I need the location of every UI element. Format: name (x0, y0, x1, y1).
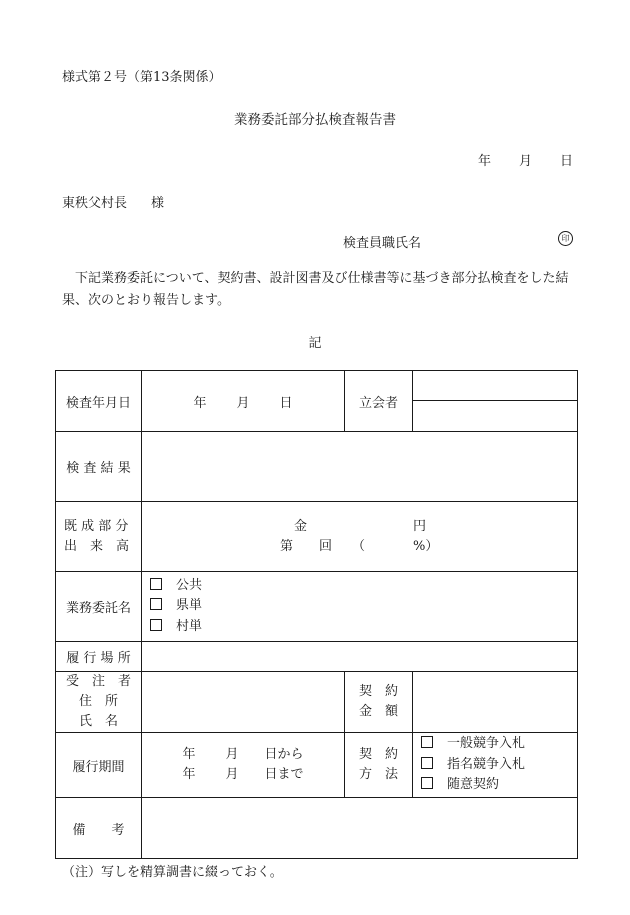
contractor-field[interactable] (142, 672, 345, 733)
contractor-label-1: 受 注 者 (65, 674, 131, 689)
inspection-result-field[interactable] (142, 432, 578, 502)
checkbox-icon[interactable] (150, 619, 162, 631)
checkbox-icon[interactable] (421, 736, 433, 748)
inspection-year-label: 年 (193, 395, 207, 411)
location-field[interactable] (142, 642, 578, 672)
period-to-year: 年 (182, 767, 196, 782)
period-from-month: 月 (225, 747, 239, 762)
witness-field-bottom[interactable] (413, 401, 577, 431)
date-year-label: 年 (478, 154, 492, 169)
amount-unit: 円 (413, 518, 427, 534)
business-type-public-label: 公共 (176, 577, 203, 593)
amount-line (142, 517, 577, 537)
completed-portion-field[interactable] (142, 502, 578, 572)
date-month-label: 月 (519, 154, 533, 169)
inspector-label: 検査員職氏名 (343, 236, 422, 251)
business-type-public[interactable] (150, 576, 577, 597)
inspection-report-table (55, 370, 578, 859)
contract-method-checklist (413, 733, 578, 798)
contract-method-label (345, 733, 413, 798)
witness-field-top[interactable] (413, 371, 577, 401)
period-from-day: 日から (264, 747, 304, 762)
row-inspection-result (56, 432, 578, 502)
inspection-month-label: 月 (236, 395, 250, 411)
footnote: （注）写しを精算調書に綴っておく。 (62, 865, 283, 880)
period-from-year: 年 (182, 747, 196, 762)
inspection-day-label: 日 (279, 395, 293, 411)
row-contractor (56, 672, 578, 733)
inspection-date-field[interactable] (142, 371, 345, 432)
contract-method-designated-label: 指名競争入札 (447, 756, 526, 772)
period-to-month: 月 (225, 767, 239, 782)
contractor-label-2: 住 所 (78, 694, 118, 709)
intro-paragraph: 下記業務委託について、契約書、設計図書及び仕様書等に基づき部分払検査をした結果、次のとおり報告します。 (62, 271, 569, 308)
contractor-label (56, 672, 142, 733)
row-remarks (56, 798, 578, 859)
location-label: 履 行 場 所 (56, 642, 142, 672)
contract-amount-label-2: 金 額 (358, 704, 398, 719)
business-type-village[interactable] (150, 617, 577, 638)
witness-label: 立会者 (345, 371, 413, 432)
business-type-village-label: 村単 (176, 618, 203, 634)
contract-amount-field[interactable] (413, 672, 578, 733)
remarks-field[interactable] (142, 798, 578, 859)
report-date (478, 150, 573, 169)
period-label: 履行期間 (56, 733, 142, 798)
amount-label: 金 (294, 518, 308, 534)
date-day-label: 日 (560, 154, 574, 169)
contract-amount-label (345, 672, 413, 733)
contract-method-designated[interactable] (421, 755, 577, 776)
contract-method-label-1: 契 約 (358, 747, 398, 762)
inspection-result-label: 検 査 結 果 (56, 432, 142, 502)
contractor-label-3: 氏 名 (78, 714, 118, 729)
contract-amount-label-1: 契 約 (358, 684, 398, 699)
seal-mark-icon: 印 (558, 231, 573, 246)
count-line (142, 537, 577, 557)
inspection-date-label: 検査年月日 (56, 371, 142, 432)
addressee (62, 192, 164, 211)
checkbox-icon[interactable] (150, 578, 162, 590)
business-name-label: 業務委託名 (56, 572, 142, 642)
row-business-name (56, 572, 578, 642)
contract-method-open-label: 一般競争入札 (447, 736, 526, 752)
checkbox-icon[interactable] (150, 598, 162, 610)
paren-open: （ (352, 538, 366, 554)
completed-portion-label-2: 出 来 高 (64, 538, 130, 554)
contract-method-private[interactable] (421, 775, 577, 796)
business-type-checklist (142, 572, 578, 642)
period-from-line (142, 745, 344, 765)
row-location (56, 642, 578, 672)
completed-portion-label (56, 502, 142, 572)
business-type-prefecture[interactable] (150, 596, 577, 617)
document-title: 業務委託部分払検査報告書 (234, 112, 396, 128)
row-period (56, 733, 578, 798)
form-number: 様式第２号（第13条関係） (62, 70, 222, 85)
period-to-line (142, 765, 344, 785)
period-to-day: 日まで (264, 767, 304, 782)
addressee-name: 東秩父村長 (62, 196, 128, 211)
count-prefix: 第 (280, 538, 294, 554)
contract-method-private-label: 随意契約 (447, 777, 500, 793)
remarks-label: 備 考 (56, 798, 142, 859)
contract-method-label-2: 方 法 (358, 767, 398, 782)
checkbox-icon[interactable] (421, 777, 433, 789)
period-field[interactable] (142, 733, 345, 798)
contract-method-open[interactable] (421, 734, 577, 755)
ki-heading: 記 (308, 336, 322, 351)
checkbox-icon[interactable] (421, 757, 433, 769)
addressee-honorific: 様 (151, 196, 165, 211)
completed-portion-label-1: 既 成 部 分 (64, 518, 129, 534)
percent-close: %） (413, 538, 439, 554)
row-inspection-date (56, 371, 578, 432)
business-type-prefecture-label: 県単 (176, 598, 203, 614)
count-suffix: 回 (319, 538, 333, 554)
row-completed-portion (56, 502, 578, 572)
witness-field[interactable] (413, 371, 578, 432)
